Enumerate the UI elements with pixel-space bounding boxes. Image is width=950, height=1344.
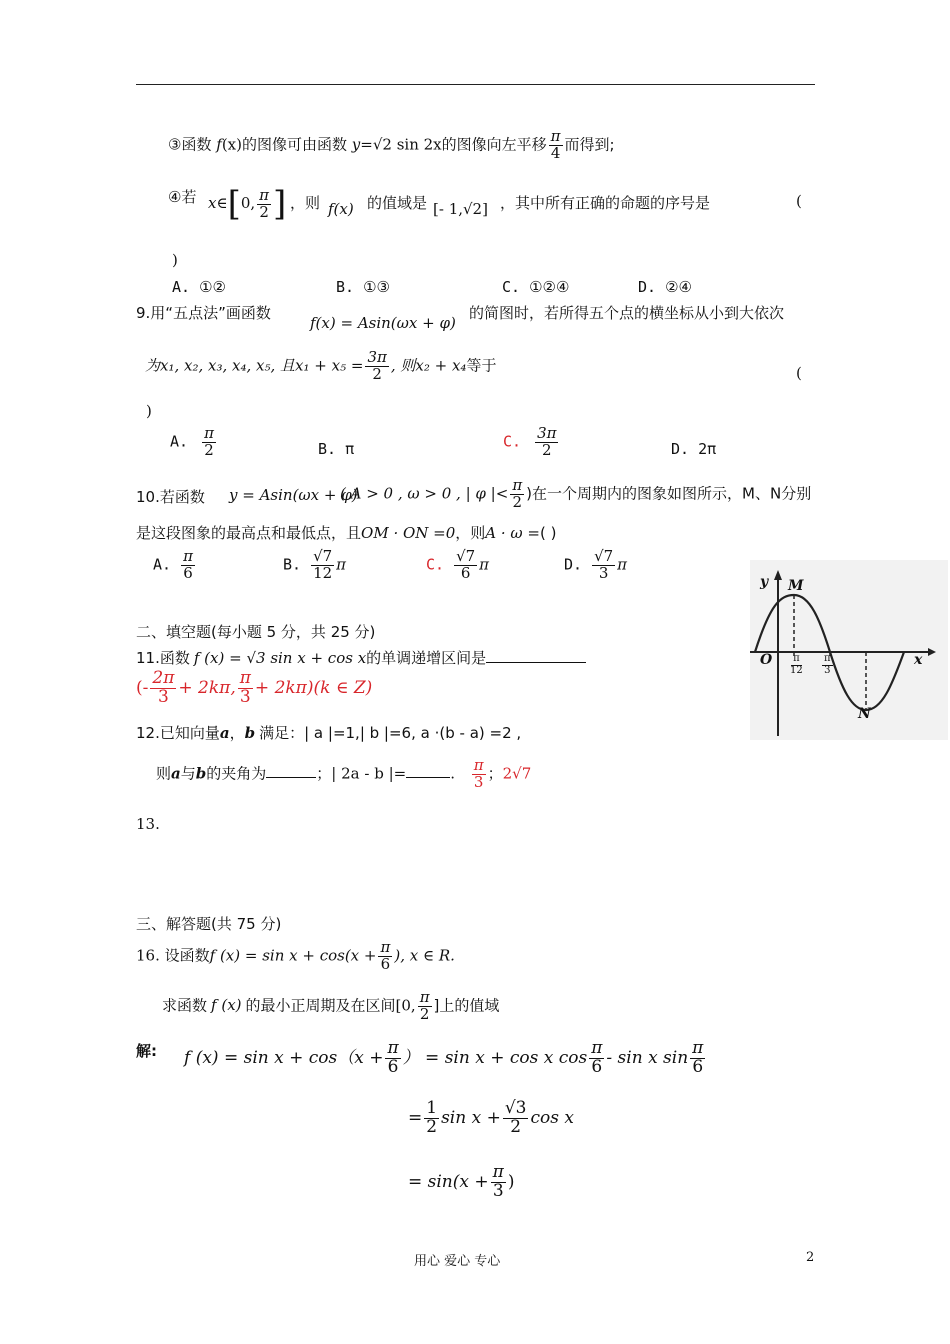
q8-paren-close: ) xyxy=(172,251,178,269)
q8-item4-range-label: 的值域是 xyxy=(367,194,428,212)
q16: 16. 设函数f (x) = sin x + cos(x + $\frac{\pi}{6}$ ), x ∈ R. xyxy=(136,938,455,973)
graph-M-label: M xyxy=(788,578,804,594)
q9-option-c: C. $\frac{3\pi}{2}$ xyxy=(503,424,557,459)
page-number: 2 xyxy=(806,1250,815,1265)
footer-motto: 用心 爱心 专心 xyxy=(414,1254,501,1269)
q12-blank-1 xyxy=(266,763,316,778)
circled-4: ④ xyxy=(168,188,182,206)
q10-prefix: 10.若函数 xyxy=(136,488,205,506)
q8-paren-open: ( xyxy=(796,192,802,210)
q9-option-a: A. $\frac{\pi}{2}$ xyxy=(170,424,214,459)
circled-3: ③ xyxy=(168,135,182,154)
q8-item4-fx: f(x) xyxy=(328,200,354,218)
solution-label: 解: xyxy=(136,1042,157,1060)
q10-line2: 是这段图象的最高点和最低点，且OM · ON =0，则A · ω =( ) xyxy=(136,524,557,542)
q9-paren-open: ( xyxy=(796,364,802,382)
q8-option-c: C. ①②④ xyxy=(502,278,570,296)
q13: 13. xyxy=(136,815,160,833)
q8-item4-range: [- 1,√2] xyxy=(433,200,488,218)
q10-formula: y = Asin(ωx + φ) xyxy=(229,486,358,504)
q8-item4-domain: x∈[0, $\frac{\pi}{2}$ ] xyxy=(208,184,287,224)
q10-conditions: ( A > 0 , ω > 0 , | φ |< $\frac{\pi}{2}$ )在一个周期内的图象如图所示，M、N分别 xyxy=(340,476,812,511)
q9-suffix: 的简图时，若所得五个点的横坐标从小到大依次 xyxy=(469,304,785,322)
q10-option-a: A. $\frac{\pi}{6}$ xyxy=(153,547,193,582)
q9-prefix: 9.用“五点法”画函数 xyxy=(136,304,271,322)
section2-title: 二、填空题(每小题 5 分，共 25 分) xyxy=(136,623,376,641)
q8-item3: ③函数 f(x)的图像可由函数 y=√2 sin 2x的图像向左平移 $\frac{\pi}{4}$ 而得到; xyxy=(168,127,615,162)
fraction-pi-4: $\frac{\pi}{4}$ xyxy=(550,127,561,162)
graph-O-label: O xyxy=(760,652,773,668)
q12: 12.已知向量a，b 满足：| a |=1,| b |=6, a ·(b - a) =2 , xyxy=(136,724,522,742)
q8-item4-question: ，其中所有正确的命题的序号是 xyxy=(500,194,711,212)
q9-line2: 为x₁, x₂, x₃, x₄, x₅, 且x₁ + x₅ = $\frac{3\pi}{2}$ , 则x₂ + x₄等于 xyxy=(145,348,497,383)
q9-option-d: D. 2π xyxy=(671,440,717,458)
q11-answer: (- $\frac{2\pi}{3}$ + 2kπ, $\frac{\pi}{3}$ + 2kπ)(k ∈ Z) xyxy=(136,668,373,707)
solution-step2: = $\frac{1}{2}$ sin x + $\frac{√3}{2}$ cos x xyxy=(408,1098,574,1137)
q10-sine-graph xyxy=(750,560,948,740)
section3-title: 三、解答题(共 75 分) xyxy=(136,915,282,933)
q9-paren-close: ) xyxy=(146,402,152,420)
graph-tick-pi-3: $\frac{\pi}{3}$ xyxy=(824,653,831,676)
graph-tick-pi-12: $\frac{\pi}{12}$ xyxy=(790,653,803,676)
solution-step1: f (x) = sin x + cos（x + $\frac{\pi}{6}$ ） = sin x + cos x cos $\frac{\pi}{6}$ - sin x sin $\frac{\pi}{6}$ xyxy=(184,1038,704,1077)
graph-x-label: x xyxy=(914,652,923,668)
x-axis-arrow xyxy=(928,648,936,656)
q10-option-b: B. $\frac{√7}{12}$ π xyxy=(283,547,347,582)
q8-item4-rest: ，则 xyxy=(290,194,321,212)
q8-option-d: D. ②④ xyxy=(638,278,692,296)
q12-line2: 则a与b的夹角为 ；| 2a - b |= . $\frac{\pi}{3}$ ；2√7 xyxy=(156,756,532,791)
q11: 11.函数 f (x) = √3 sin x + cos x的单调递增区间是 xyxy=(136,647,586,668)
y-axis-arrow xyxy=(774,570,782,580)
q9-option-b: B. π xyxy=(318,440,355,458)
graph-y-label: y xyxy=(760,574,769,590)
sine-graph-svg xyxy=(750,560,948,740)
q16-line2: 求函数 f (x) 的最小正周期及在区间[0, $\frac{\pi}{2}$ ]上的值域 xyxy=(162,988,500,1023)
solution-step3: = sin(x + $\frac{\pi}{3}$ ) xyxy=(408,1162,515,1201)
q8-item4: ④若 xyxy=(168,188,197,206)
graph-N-label: N xyxy=(858,706,871,722)
q10-option-d: D. $\frac{√7}{3}$ π xyxy=(564,547,628,582)
q9-formula: f(x) = Asin(ωx + φ) xyxy=(310,314,456,332)
q8-option-a: A. ①② xyxy=(172,278,226,296)
q12-blank-2 xyxy=(406,763,450,778)
q11-blank xyxy=(486,648,586,663)
q8-option-b: B. ①③ xyxy=(336,278,390,296)
header-rule xyxy=(136,84,815,85)
q10-option-c: C. $\frac{√7}{6}$ π xyxy=(426,547,490,582)
